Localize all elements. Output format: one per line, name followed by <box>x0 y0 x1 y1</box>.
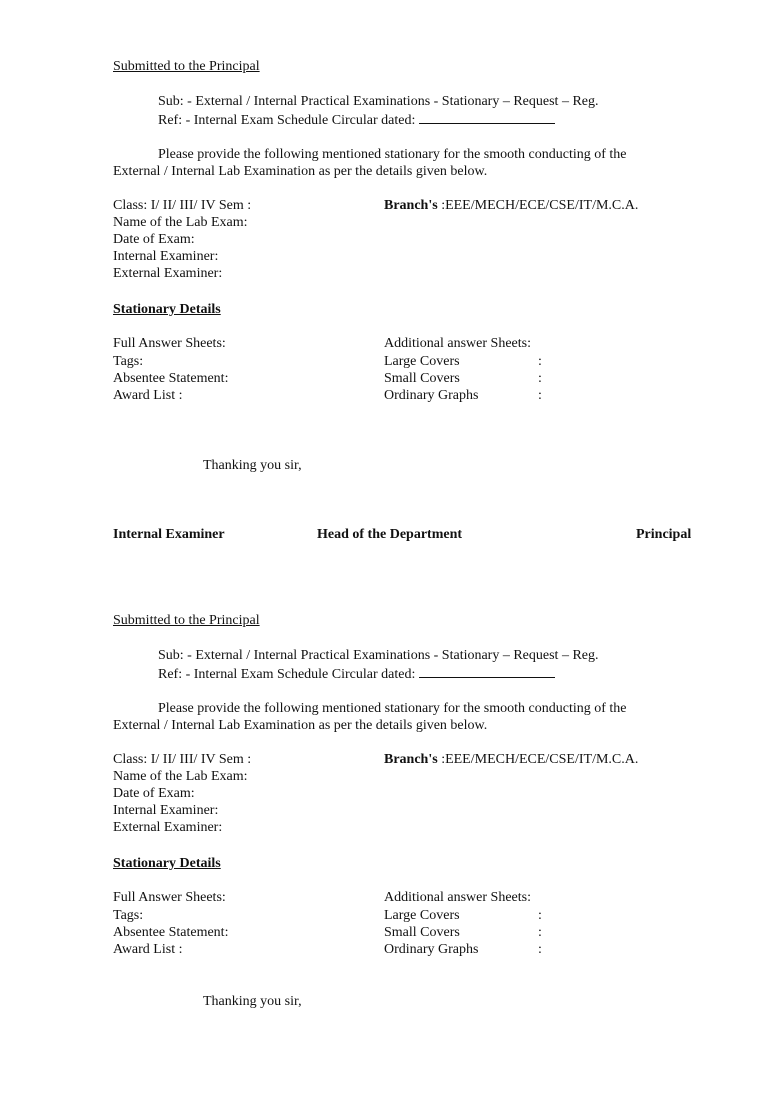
large-covers-label: Large Covers <box>384 354 460 369</box>
signature-internal-examiner: Internal Examiner <box>113 527 225 542</box>
lab-exam-label: Name of the Lab Exam: <box>113 769 248 784</box>
stationary-details-heading: Stationary Details <box>113 302 221 317</box>
external-examiner-label: External Examiner: <box>113 820 223 835</box>
ordinary-graphs-label: Ordinary Graphs <box>384 388 479 403</box>
subject-line: Sub: - External / Internal Practical Examinations - Stationary – Request – Reg. <box>158 648 599 663</box>
full-answer-sheets-label: Full Answer Sheets: <box>113 890 226 905</box>
signature-head-of-department: Head of the Department <box>317 527 463 542</box>
branch-field <box>384 751 638 768</box>
stationary-details-heading: Stationary Details <box>113 856 221 871</box>
date-of-exam-label: Date of Exam: <box>113 786 195 801</box>
ordinary-graphs-colon: : <box>538 942 542 957</box>
branch-values: :EEE/MECH/ECE/CSE/IT/M.C.A. <box>437 752 639 767</box>
absentee-statement-label: Absentee Statement: <box>113 371 229 386</box>
full-answer-sheets-label: Full Answer Sheets: <box>113 336 226 351</box>
external-examiner-label: External Examiner: <box>113 266 223 281</box>
date-blank <box>419 110 555 124</box>
internal-examiner-label: Internal Examiner: <box>113 249 219 264</box>
large-covers-colon: : <box>538 354 542 369</box>
lab-exam-label: Name of the Lab Exam: <box>113 215 248 230</box>
branch-values: :EEE/MECH/ECE/CSE/IT/M.C.A. <box>437 198 639 213</box>
signature-principal: Principal <box>636 527 692 542</box>
branch-label: Branch's <box>384 198 438 213</box>
body-text-line-2: External / Internal Lab Examination as per the details given below. <box>113 164 488 179</box>
ordinary-graphs-colon: : <box>538 388 542 403</box>
reference-text: Ref: - Internal Exam Schedule Circular dated: <box>158 113 416 128</box>
small-covers-label: Small Covers <box>384 371 460 386</box>
thanks-line: Thanking you sir, <box>203 458 302 473</box>
additional-answer-sheets-label: Additional answer Sheets: <box>384 890 531 905</box>
large-covers-label: Large Covers <box>384 908 460 923</box>
branch-field <box>384 197 638 214</box>
award-list-label: Award List : <box>113 942 183 957</box>
body-text-line-1: Please provide the following mentioned stationary for the smooth conducting of the <box>158 147 627 162</box>
reference-line <box>158 110 555 129</box>
request-form-2 <box>0 554 768 1109</box>
thanks-line: Thanking you sir, <box>203 994 302 1009</box>
date-blank <box>419 664 555 678</box>
tags-label: Tags: <box>113 354 144 369</box>
form-heading: Submitted to the Principal <box>113 613 260 628</box>
reference-text: Ref: - Internal Exam Schedule Circular dated: <box>158 667 416 682</box>
subject-line: Sub: - External / Internal Practical Examinations - Stationary – Request – Reg. <box>158 94 599 109</box>
small-covers-colon: : <box>538 371 542 386</box>
tags-label: Tags: <box>113 908 144 923</box>
reference-line <box>158 664 555 683</box>
internal-examiner-label: Internal Examiner: <box>113 803 219 818</box>
additional-answer-sheets-label: Additional answer Sheets: <box>384 336 531 351</box>
ordinary-graphs-label: Ordinary Graphs <box>384 942 479 957</box>
small-covers-colon: : <box>538 925 542 940</box>
date-of-exam-label: Date of Exam: <box>113 232 195 247</box>
branch-label: Branch's <box>384 752 438 767</box>
small-covers-label: Small Covers <box>384 925 460 940</box>
body-text-line-1: Please provide the following mentioned stationary for the smooth conducting of the <box>158 701 627 716</box>
body-text-line-2: External / Internal Lab Examination as per the details given below. <box>113 718 488 733</box>
form-heading: Submitted to the Principal <box>113 59 260 74</box>
large-covers-colon: : <box>538 908 542 923</box>
class-sem-label: Class: I/ II/ III/ IV Sem : <box>113 752 252 767</box>
award-list-label: Award List : <box>113 388 183 403</box>
class-sem-label: Class: I/ II/ III/ IV Sem : <box>113 198 252 213</box>
absentee-statement-label: Absentee Statement: <box>113 925 229 940</box>
